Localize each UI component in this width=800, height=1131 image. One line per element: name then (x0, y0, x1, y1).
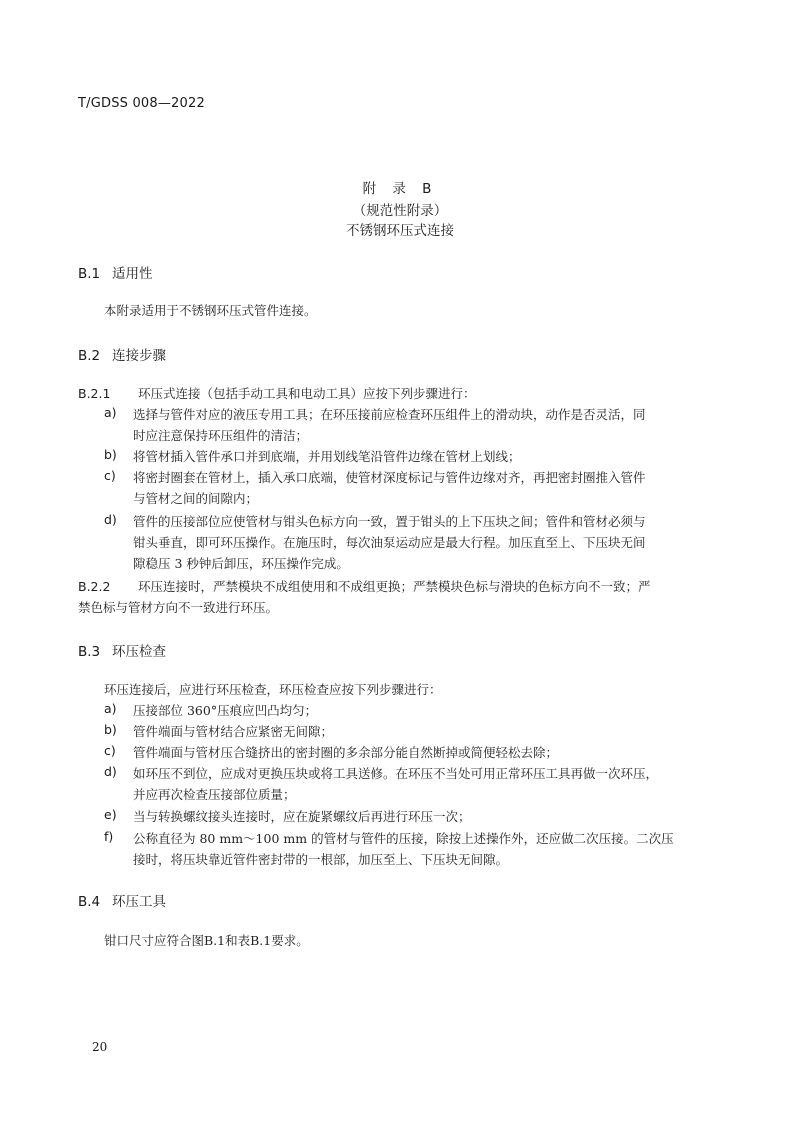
document-code: T/GDSS 008—2022 (78, 96, 205, 111)
list-item-marker: d) (104, 512, 117, 527)
list-item-line: 管件端面与管材压合缝挤出的密封圈的多余部分能自然断掉或简便轻松去除； (133, 745, 559, 760)
list-item-marker: f) (104, 829, 114, 844)
section-b4-text: 钳口尺寸应符合图B.1和表B.1要求。 (104, 933, 309, 948)
list-item-line: 当与转换螺纹接头连接时，应在旋紧螺纹后再进行环压一次； (133, 809, 471, 824)
clause-text: 环压连接时，严禁模块不成组使用和不成组更换；严禁模块色标与滑块的色标方向不一致；严 (138, 579, 651, 594)
list-item-marker: c) (104, 743, 116, 758)
appendix-title: 不锈钢环压式连接 (346, 223, 454, 239)
list-item-line: 将管材插入管件承口并到底端，并用划线笔沿管件边缘在管材上划线； (133, 449, 521, 464)
list-item-line: 将密封圈套在管材上，插入承口底端，使管材深度标记与管件边缘对齐，再把密封圈推入管件 (133, 470, 646, 485)
list-item-line: 隙稳压 3 秒钟后卸压，环压操作完成。 (133, 556, 349, 571)
list-item-line: 与管材之间的间隙内； (133, 491, 259, 506)
section-title: 适用性 (112, 266, 153, 282)
clause-b22 (78, 577, 651, 595)
section-number: B.3 (78, 644, 101, 660)
section-number: B.1 (78, 266, 101, 282)
section-title: 环压工具 (112, 894, 166, 910)
section-title: 连接步骤 (112, 348, 166, 364)
list-item-marker: b) (104, 447, 117, 462)
list-item-marker: a) (104, 405, 117, 420)
list-item-line: 并应再次检查压接部位质量； (133, 787, 296, 802)
list-item-marker: a) (104, 701, 117, 716)
section-heading-b2 (78, 344, 166, 364)
list-item-line: 压接部位 360°压痕应凹凸均匀； (133, 703, 318, 718)
list-item-line: 时应注意保持环压组件的清洁； (133, 428, 309, 443)
clause-number: B.2.2 (78, 579, 111, 594)
section-b3-intro: 环压连接后，应进行环压检查，环压检查应按下列步骤进行： (104, 682, 442, 697)
list-item-marker: b) (104, 722, 117, 737)
section-heading-b3 (78, 640, 166, 660)
appendix-type: （规范性附录） (352, 203, 448, 219)
appendix-label: 附 录 B (362, 181, 438, 197)
section-b1-text: 本附录适用于不锈钢环压式管件连接。 (104, 303, 317, 318)
clause-b22-continuation: 禁色标与管材方向不一致进行环压。 (78, 600, 279, 615)
list-item-line: 管件端面与管材结合应紧密无间隙； (133, 724, 334, 739)
clause-text: 环压式连接（包括手动工具和电动工具）应按下列步骤进行： (138, 386, 476, 401)
section-heading-b1 (78, 262, 153, 282)
list-item-marker: c) (104, 468, 116, 483)
list-item-line: 管件的压接部位应使管材与钳头色标方向一致，置于钳头的上下压块之间；管件和管材必须与 (133, 514, 646, 529)
clause-b21 (78, 384, 476, 402)
section-number: B.2 (78, 348, 101, 364)
clause-number: B.2.1 (78, 386, 111, 401)
list-item-line: 选择与管件对应的液压专用工具；在环压接前应检查环压组件上的滑动块，动作是否灵活，同 (133, 407, 646, 422)
list-item-line: 钳头垂直，即可环压操作。在施压时，每次油泵运动应是最大行程。加压直至上、下压块无间 (133, 535, 646, 550)
list-item-line: 公称直径为 80 mm～100 mm 的管材与管件的压接，除按上述操作外，还应做二次压接。二次压 (133, 831, 674, 846)
list-item-line: 接时，将压块靠近管件密封带的一根部，加压至上、下压块无间隙。 (133, 852, 509, 867)
section-heading-b4 (78, 890, 166, 910)
list-item-marker: d) (104, 764, 117, 779)
page-number: 20 (92, 1040, 108, 1054)
section-number: B.4 (78, 894, 101, 910)
list-item-line: 如环压不到位，应成对更换压块或将工具送修。在环压不当处可用正常环压工具再做一次环压， (133, 766, 659, 781)
list-item-marker: e) (104, 807, 117, 822)
section-title: 环压检查 (112, 644, 166, 660)
